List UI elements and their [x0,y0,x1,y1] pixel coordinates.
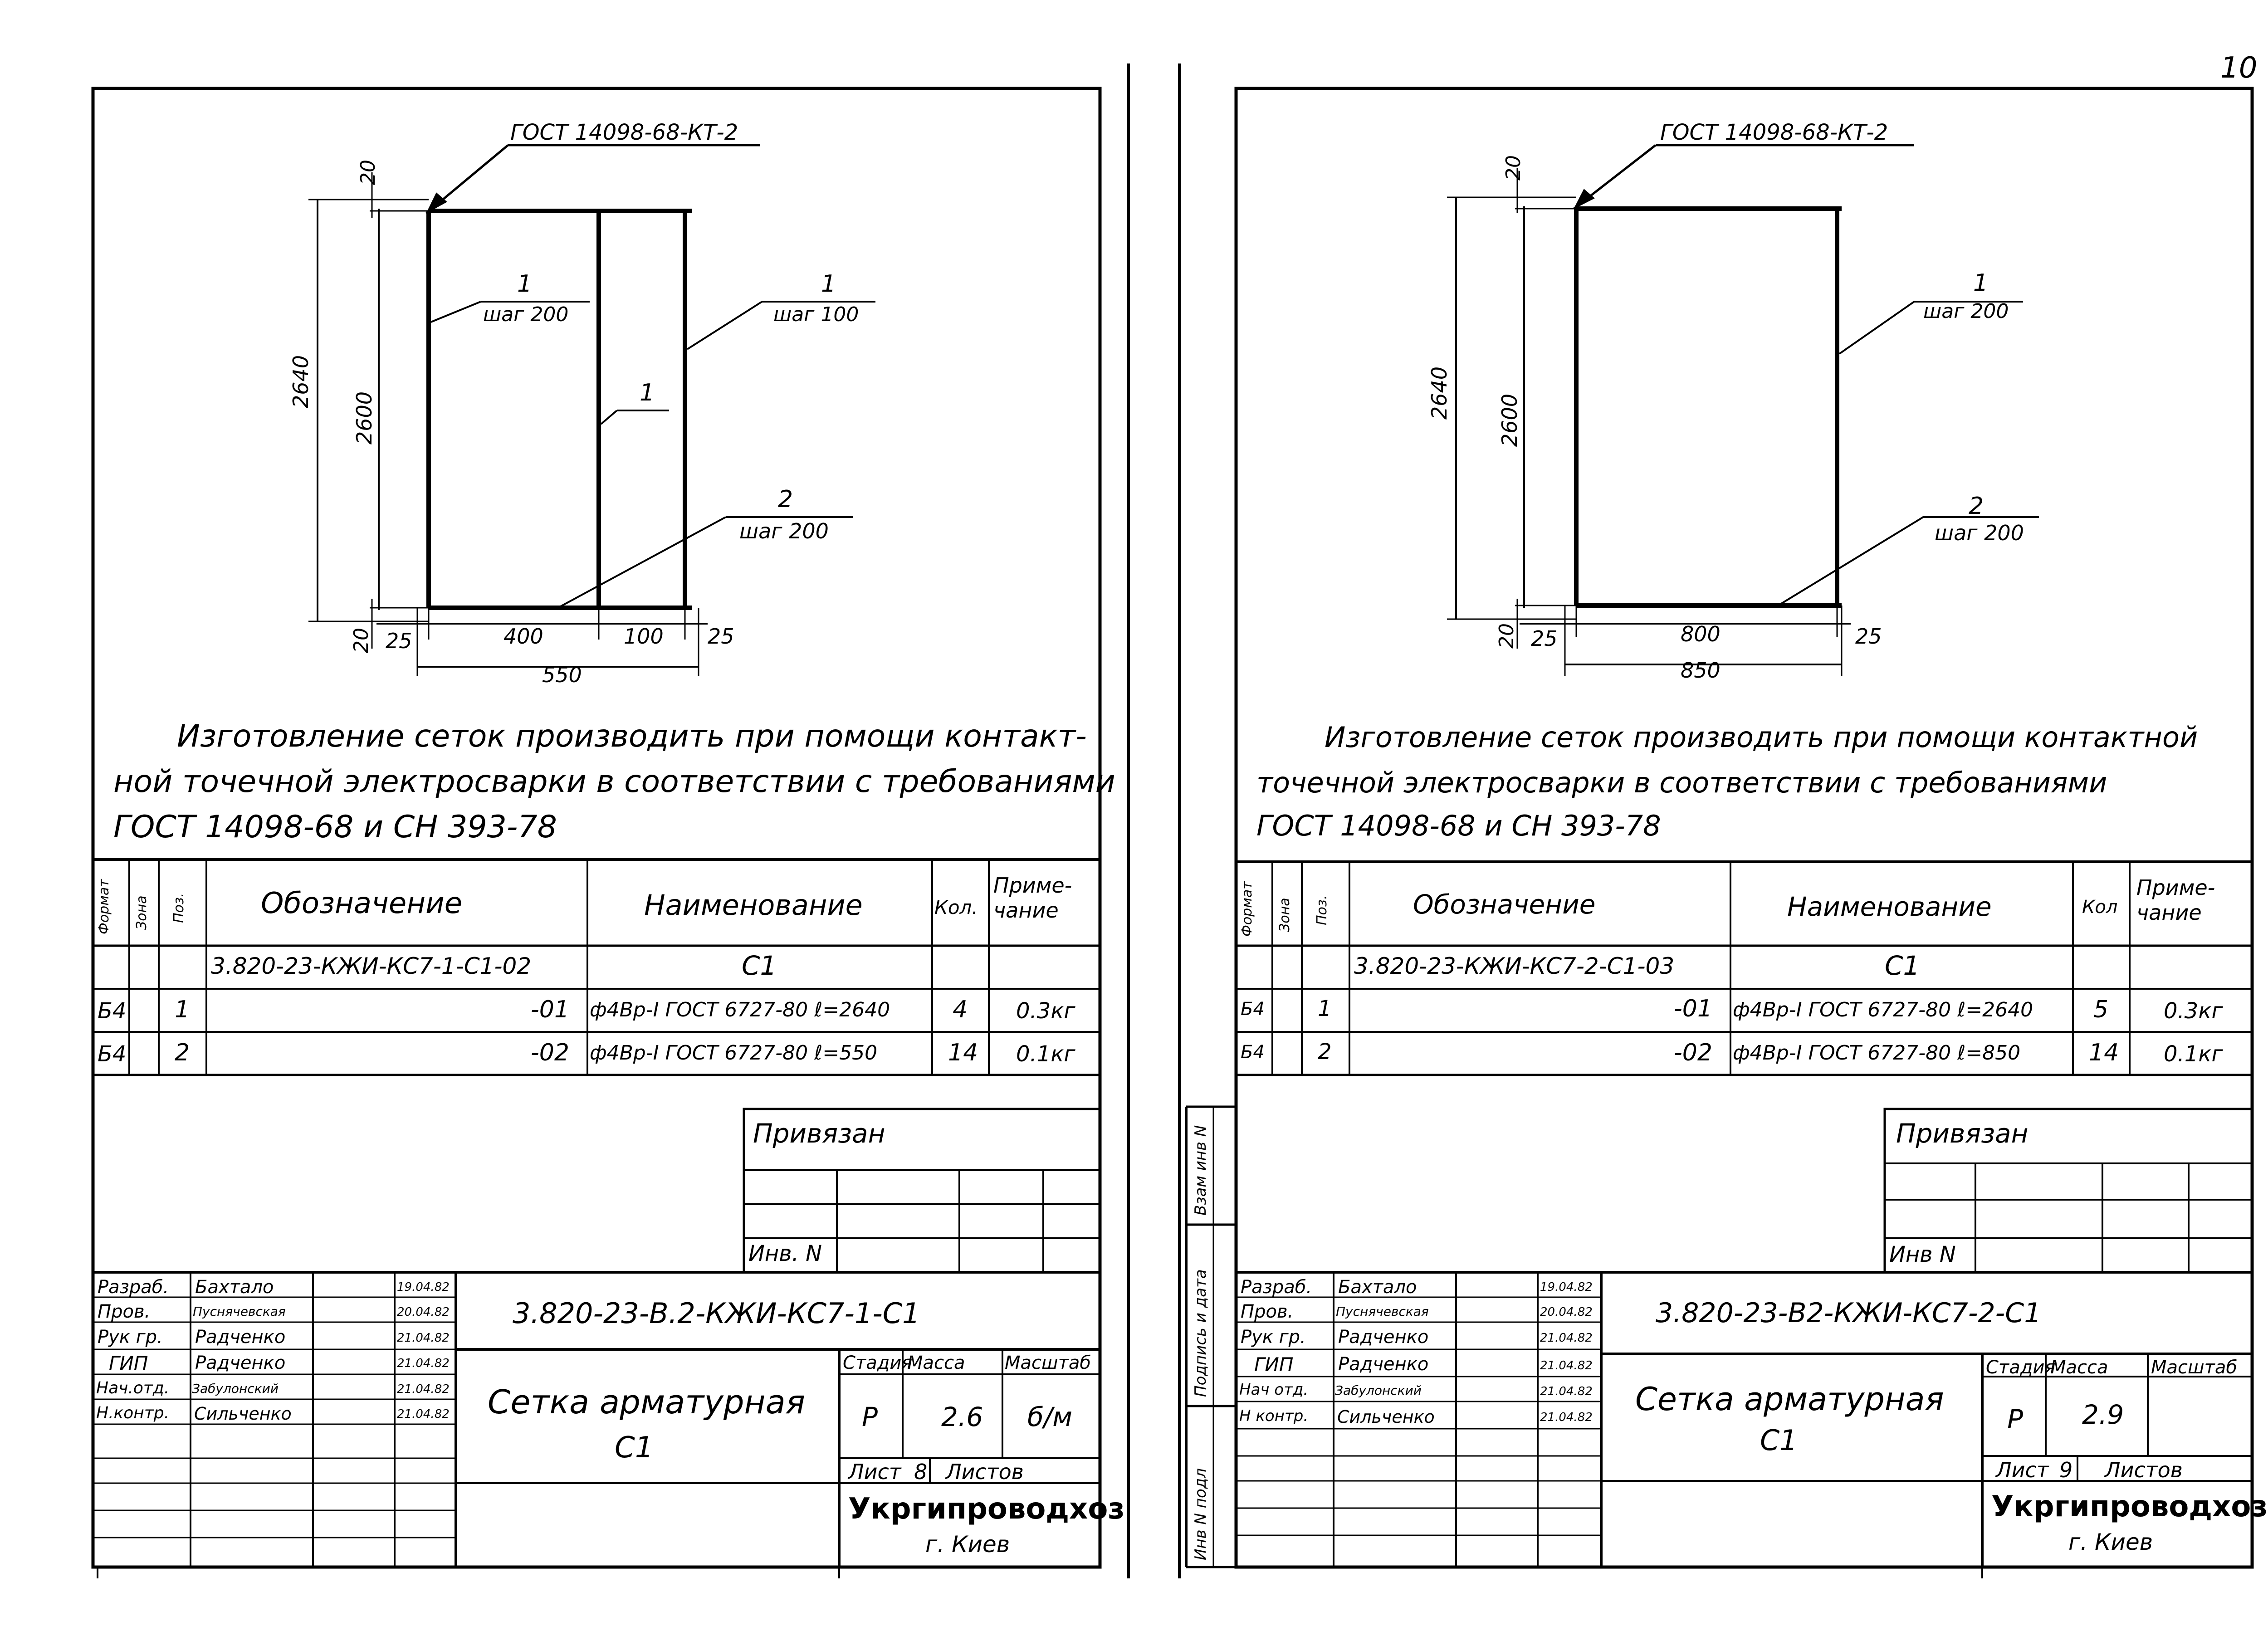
signer-name: Бахтало [1338,1277,1417,1298]
sheet-label: Лист [848,1460,901,1484]
spec-row-format: Б4 [98,1041,127,1067]
spec-row-name: ф4Вр-I ГОСТ 6727-80 ℓ=2640 [590,998,890,1021]
spec-row-qty: 14 [948,1039,978,1066]
dim-inner-height: 2600 [1497,393,1522,447]
signer-role: ГИП [1254,1353,1294,1376]
dim-left-edge: 25 [1531,626,1558,651]
spec-header-name: Наименование [1787,891,1992,922]
spec-row-pos: 2 [1318,1039,1332,1065]
signer-role: Нач.отд. [96,1379,170,1397]
callout-pos: 2 [778,486,793,513]
signer-date: 21.04.82 [397,1407,450,1421]
note-line: ной точечной электросварки в соответствии с требованиями [113,764,1115,800]
signer-role: Н контр. [1239,1407,1309,1425]
side-label: Подпись и дата [1192,1269,1210,1397]
dim-top: 20 [357,160,380,185]
dim-left-edge: 25 [386,629,412,653]
spec-row-note: 0.3кг [2164,998,2223,1024]
spec-row-format: Б4 [98,998,127,1024]
note-line: Изготовление сеток производить при помощи контактной [1325,721,2198,754]
organization: Укргипроводхоз [848,1492,1125,1526]
signer-name: Пуснячевская [193,1304,286,1319]
spec-row-qty: 14 [2089,1039,2119,1066]
spec-row-name: ф4Вр-I ГОСТ 6727-80 ℓ=2640 [1733,998,2033,1021]
dim-span-a: 400 [503,624,543,649]
dim-total-width: 850 [1681,658,1721,683]
signer-name: Пуснячевская [1336,1304,1429,1319]
callout-pos: 1 [1973,269,1989,297]
callout-step: шаг 200 [1923,300,2009,323]
dim-top: 20 [1502,155,1525,181]
signer-role: Рук гр. [98,1327,163,1348]
signer-name: Бахтало [195,1277,274,1298]
signer-name: Сильченко [194,1404,292,1424]
weld-label: ГОСТ 14098-68-КТ-2 [510,120,738,145]
spec-row-note: 0.3кг [1016,998,1075,1024]
signer-name: Радченко [195,1327,286,1348]
sheet-number: 9 [2059,1458,2073,1482]
signer-date: 20.04.82 [397,1305,450,1319]
mass-value: 2.9 [2082,1399,2124,1430]
spec-header-zone: Зона [1277,898,1293,932]
city: г. Киев [925,1531,1010,1558]
callout-pos: 2 [1969,493,1984,520]
spec-header-note: Приме-чание [2136,875,2215,925]
scale-label: Масштаб [1005,1353,1091,1373]
sheet-right [1143,0,2268,1636]
side-label: Взам инв N [1192,1125,1210,1216]
document-code: 3.820-23-В.2-КЖИ-КС7-1-С1 [513,1297,920,1330]
callout-step: шаг 200 [1935,521,2024,545]
callout-pos: 1 [821,270,836,298]
stage-label: Стадия [1986,1357,2056,1378]
spec-header-designation: Обозначение [1413,889,1596,920]
dim-total-height: 2640 [288,355,313,408]
signer-role: Пров. [98,1301,151,1322]
spec-header-pos: Поз. [171,893,187,923]
callout-step: шаг 200 [739,519,829,543]
dim-right-edge: 25 [1855,624,1882,649]
spec-row-name: ф4Вр-I ГОСТ 6727-80 ℓ=850 [1733,1041,2021,1065]
dim-span-a: 800 [1681,622,1721,646]
spec-row-designation: -02 [531,1039,569,1066]
signer-name: Забулонский [1335,1383,1422,1398]
privyazan-label: Привязан [753,1118,885,1149]
spec-row-designation: 3.820-23-КЖИ-КС7-1-С1-02 [211,953,532,979]
note-line: Изготовление сеток производить при помощи контакт- [177,718,1087,754]
spec-header-note: Приме-чание [993,873,1072,923]
weld-label: ГОСТ 14098-68-КТ-2 [1660,120,1888,145]
stage-value: Р [2007,1404,2023,1435]
callout-step: шаг 100 [773,303,859,326]
dim-right-edge: 25 [708,624,734,649]
spec-header-qty: Кол. [934,896,978,918]
dim-inner-height: 2600 [352,391,376,444]
signer-name: Сильченко [1337,1407,1435,1427]
sheet-number: 8 [914,1460,928,1484]
signer-role: Разраб. [1241,1277,1312,1298]
page-number: 10 [2220,51,2258,85]
spec-row-pos: 1 [1318,996,1332,1021]
signer-date: 21.04.82 [397,1382,450,1396]
signer-date: 19.04.82 [397,1280,450,1294]
sheet-label: Лист [1996,1458,2049,1482]
sheets-label: Листов [2105,1458,2183,1482]
spec-header-name: Наименование [644,889,863,922]
signer-date: 21.04.82 [397,1331,450,1345]
drawing-title: Сетка арматурная [488,1383,806,1421]
note-line: точечной электросварки в соответствии с требованиями [1256,766,2107,799]
spec-row-pos: 2 [175,1039,190,1066]
spec-row-qty: 4 [953,996,968,1023]
signer-date: 21.04.82 [1540,1359,1593,1372]
spec-row-qty: 5 [2093,996,2109,1023]
dim-bottom: 20 [350,628,373,653]
spec-header-qty: Кол [2082,897,2118,918]
spec-row-name: ф4Вр-I ГОСТ 6727-80 ℓ=550 [590,1041,878,1065]
signer-role: Н.контр. [96,1404,170,1422]
signer-date: 21.04.82 [1540,1331,1593,1345]
dim-span-b: 100 [624,624,664,649]
signer-name: Радченко [195,1353,286,1373]
signer-name: Забулонский [192,1381,279,1396]
spec-row-designation: -01 [531,996,569,1023]
signer-role: ГИП [109,1352,148,1374]
privyazan-label: Привязан [1896,1118,2028,1149]
mass-label: Масса [907,1353,965,1373]
signer-date: 20.04.82 [1540,1305,1593,1319]
scale-value: б/м [1027,1402,1073,1432]
sheets-label: Листов [946,1460,1024,1484]
spec-row-pos: 1 [175,996,190,1023]
scale-label: Масштаб [2151,1357,2238,1378]
signer-date: 21.04.82 [1540,1385,1593,1398]
spec-header-designation: Обозначение [261,887,463,920]
signer-role: Рук гр. [1241,1327,1306,1348]
spec-row-designation: -01 [1674,995,1712,1022]
stage-value: Р [862,1402,878,1432]
signer-role: Разраб. [98,1277,169,1298]
spec-header-pos: Поз. [1314,895,1330,925]
side-label: Инв N подл [1192,1468,1210,1560]
spec-header-format: Формат [96,879,112,934]
mass-value: 2.6 [941,1402,983,1432]
drawing-title: Сетка арматурная [1635,1381,1944,1418]
city: г. Киев [2068,1529,2153,1555]
spec-header-format: Формат [1239,881,1255,937]
signer-date: 21.04.82 [1540,1411,1593,1424]
signer-name: Радченко [1338,1354,1429,1375]
note-line: ГОСТ 14098-68 и СН 393-78 [113,809,557,845]
inv-number-label: Инв. N [748,1241,822,1266]
drawing-title: С1 [615,1431,654,1465]
signer-name: Радченко [1338,1327,1429,1348]
spec-row-name: С1 [742,950,777,981]
note-line: ГОСТ 14098-68 и СН 393-78 [1256,809,1661,842]
inv-number-label: Инв N [1889,1242,1956,1267]
signer-date: 19.04.82 [1540,1280,1593,1294]
callout-step: шаг 200 [483,303,569,326]
spec-header-zone: Зона [134,895,150,930]
signer-role: Нач отд. [1239,1381,1309,1399]
stage-label: Стадия [843,1353,913,1373]
signer-date: 21.04.82 [397,1357,450,1370]
callout-pos: 1 [640,379,655,406]
spec-row-note: 0.1кг [1016,1041,1075,1067]
callout-pos: 1 [517,270,533,298]
document-code: 3.820-23-В2-КЖИ-КС7-2-С1 [1656,1297,2042,1329]
signer-role: Пров. [1241,1301,1294,1322]
spec-row-format: Б4 [1241,1042,1265,1063]
dim-bottom: 20 [1495,623,1518,649]
mass-label: Масса [2050,1357,2108,1378]
spec-row-name: С1 [1885,950,1920,981]
drawing-title: С1 [1760,1424,1798,1457]
spec-row-format: Б4 [1241,999,1265,1020]
spec-row-designation: -02 [1674,1039,1712,1066]
dim-total-width: 550 [542,663,582,687]
dim-total-height: 2640 [1427,366,1452,420]
spec-row-designation: 3.820-23-КЖИ-КС7-2-С1-03 [1354,953,1675,979]
organization: Укргипроводхоз [1991,1490,2268,1524]
spec-row-note: 0.1кг [2164,1041,2223,1067]
